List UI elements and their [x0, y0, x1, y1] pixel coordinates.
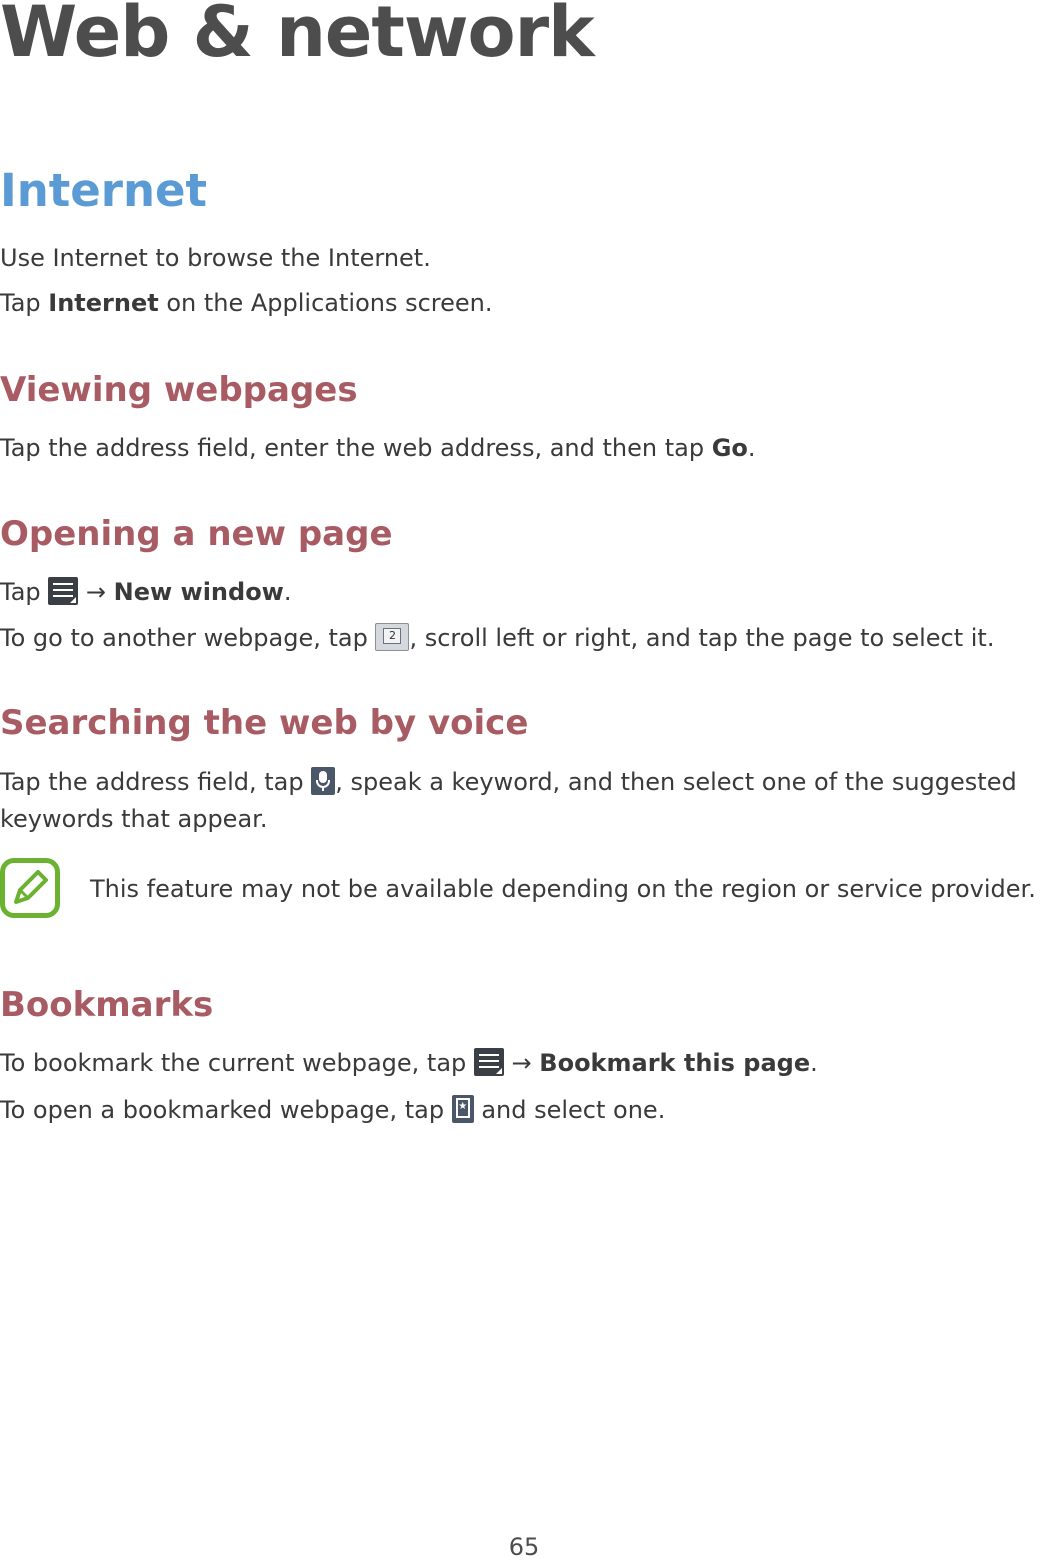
bookmarks-line-1: To bookmark the current webpage, tap → Bookmark this page. [0, 1049, 818, 1077]
internet-app-name: Internet [48, 289, 159, 317]
newpage-line-2: To go to another webpage, tap 2 , scroll left or right, and tap the page to select it. [0, 624, 995, 652]
note-text: This feature may not be available depending on the region or service provider. [90, 875, 1036, 903]
newpage-line-1: Tap → New window. [0, 578, 292, 606]
intro-line-1: Use Internet to browse the Internet. [0, 244, 431, 272]
note-pencil-icon [0, 858, 60, 918]
heading-bookmarks: Bookmarks [0, 985, 214, 1025]
go-label: Go [711, 434, 748, 462]
heading-viewing-webpages: Viewing webpages [0, 370, 358, 410]
windows-icon: 2 [375, 623, 409, 651]
bookmarks-line-2: To open a bookmarked webpage, tap ★ and select one. [0, 1096, 666, 1124]
menu-icon [48, 577, 78, 605]
page-number: 65 [508, 1533, 540, 1561]
intro-line-2: Tap Internet on the Applications screen. [0, 289, 493, 317]
new-window-label: New window [113, 578, 284, 606]
section-title-internet: Internet [0, 164, 208, 217]
bookmark-this-page-label: Bookmark this page [539, 1049, 811, 1077]
heading-searching-by-voice: Searching the web by voice [0, 703, 529, 743]
menu-icon [474, 1048, 504, 1076]
heading-opening-new-page: Opening a new page [0, 514, 393, 554]
chapter-title: Web & network [0, 0, 594, 73]
bookmark-icon: ★ [452, 1095, 474, 1123]
viewing-text: Tap the address field, enter the web address, and then tap Go. [0, 434, 756, 462]
voice-text: Tap the address field, tap , speak a keyword, and then select one of the suggested keywords that appear. [0, 768, 1017, 833]
microphone-icon [311, 767, 335, 795]
